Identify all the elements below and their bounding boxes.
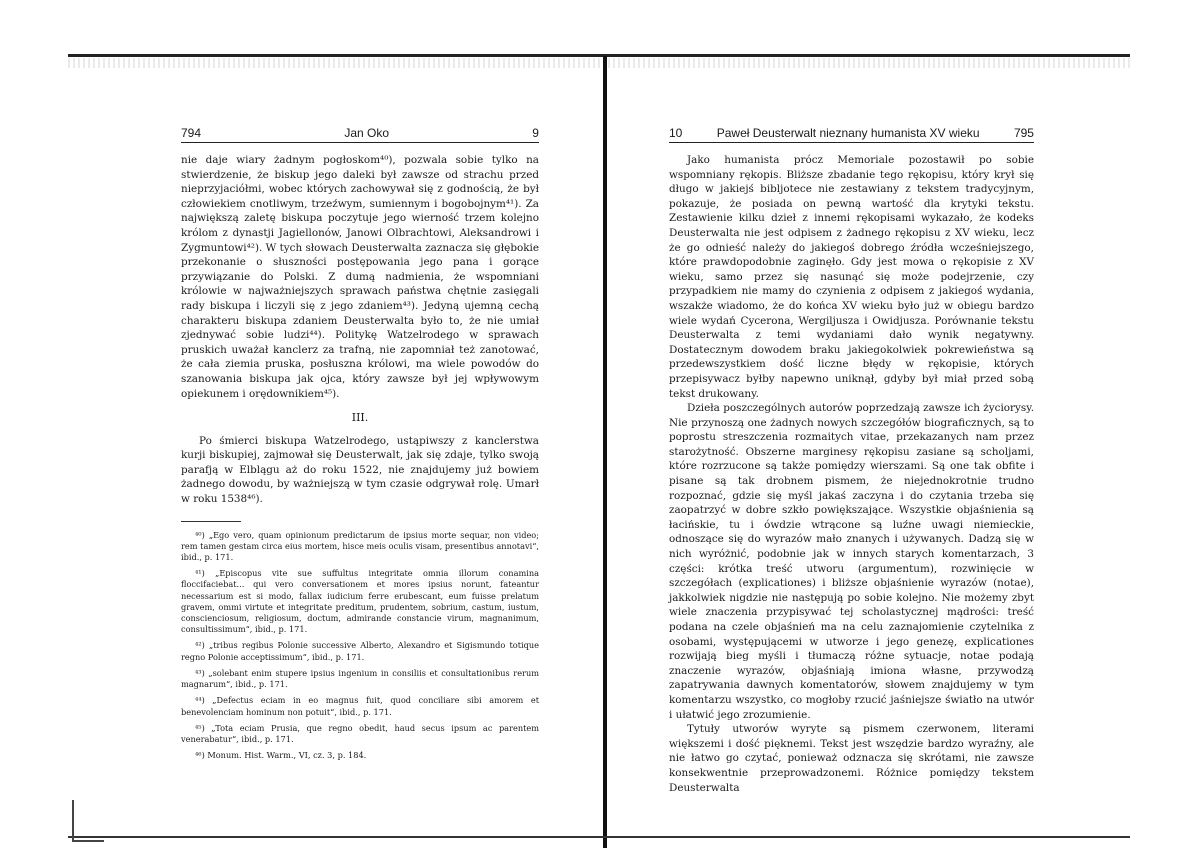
right-paragraph-2: Dzieła poszczególnych autorów poprzedzają zawsze ich życiorysy. Nie przynoszą one żadnych nowych szczegółów biograficznych, są to poprostu streszczenia rozmaitych vitae, przekazanych nam przez starożytność. Obszerne marginesy rękopisu zasiane są scholjami, które rozrzucone są także pomiędzy wierszami. Są one tak obfite i pisane są tak drobnem pismem, że niejednokrotnie trudno rozpoznać, gdzie się myśl jakaś zaczyna i do czytania trzeba się zaopatrzyć w dobre szkło powiększające. Wszystkie objaśnienia są łacińskie, tu i ówdzie wtrącone są luźne uwagi niemieckie, odnoszące się do wyrazów mało znanych i używanych. Dadzą się w nich wyróżnić, podobnie jak w innych starych komentarzach, 3 części: krótka treść utworu (argumentum), rozwinięcie w szczegółach (explicationes) i bliższe objaśnienie wyrazów (notae), jakkolwiek nigdzie nie następują po sobie kolejno. Nie możemy zbyt wiele znaczenia przypisywać tej scholastycznej mądrości: treść podana na czele objaśnień ma na celu zaznajomienie czytelnika z osobami, występującemi w utworze i jego genezę, explicationes rozwijają bieg myśli i tłumaczą różne sytuacje, notae podają znaczenie wyrazów, objaśniają imiona własne, przywodzą zapatrywania dawnych komentatorów, słowem znajdujemy w tym komentarzu wszystko, co mogłoby rzucić jaśniejsze światło na utwór i ułatwić jego zrozumienie. <box>669 402 1034 721</box>
right-paragraph-1: Jako humanista prócz Memoriale pozostawił po sobie wspomniany rękopis. Bliższe zbadanie tego rękopisu, który krył się długo w jakiejś bibljotece nie zestawiany z tekstem tradycyjnym, pokazuje, że posiada on pewną wartość dla krytyki tekstu. Zestawienie kilku dzieł z innemi rękopisami wykazało, że kodeks Deusterwalta nie jest odpisem z żadnego rękopisu z XV wieku, lecz że go odnieść należy do jakiegoś dobrego źródła wcześniejszego, które prawdopodobnie zaginęło. Gdy jest mowa o rękopisie z XV wieku, samo przez się nasunąć się może podejrzenie, czy przypadkiem nie mamy do czynienia z odpisem z jakiegoś wydania, wszakże wiadomo, że do końca XV wieku było już w obiegu bardzo wiele wydań Cycerona, Wergiljusza i Owidjusza. Porównanie tekstu Deusterwalta z temi wydaniami dało wynik negatywny. Dostatecznym dowodem braku jakiegokolwiek pokrewieństwa są przedewszystkiem dość liczne błędy w rękopisie, których przepisywacz byłby napewno uniknął, gdyby był miał przed sobą tekst drukowany. <box>669 154 1034 400</box>
right-body <box>669 153 1034 795</box>
footnote-42: ⁴²) „tribus regibus Polonie successive Alberto, Alexandro et Sigismundo totique regno Polonie acceptissimum“, ibid., p. 171. <box>181 640 539 662</box>
left-running-head <box>181 126 539 143</box>
footnotes <box>181 530 539 762</box>
left-header-title: Jan Oko <box>344 126 390 140</box>
left-body <box>181 153 539 507</box>
right-header-left: 10 <box>669 126 683 140</box>
left-page <box>181 126 539 766</box>
scan-corner-mark <box>72 800 104 842</box>
footnote-40: ⁴⁰) „Ego vero, quam opinionum predictarum de ipsius morte sequar, non video; rem tamen gestam circa eius mortem, hisce meis oculis visam, presentibus annotavi“, ibid., p. 171. <box>181 529 539 563</box>
right-running-head <box>669 126 1034 143</box>
scan-top-edge <box>68 54 1130 57</box>
footnote-41: ⁴¹) „Episcopus vite sue suffultus integritate omnia illorum conamina floccifaciebat... qui vero conversationem et mores ipsius norunt, fateantur necessarium est si modo, fallax iudicium ferre erubescant, eum fuisse prelatum gravem, ommi virtute et integritate preditum, prudentem, sobrium, castum, iustum, conscienciosum, religiosum, doctum, admirande constancie virum, magnanimum, consultissimum“, ibid., p. 171. <box>181 568 539 635</box>
footnote-46: ⁴⁶) Monum. Hist. Warm., VI, cz. 3, p. 184. <box>195 750 367 761</box>
left-page-number: 794 <box>181 126 202 140</box>
footnote-44: ⁴⁴) „Defectus eciam in eo magnus fuit, quod conciliare sibi amorem et benevolenciam hominum non potuit“, ibid., p. 171. <box>181 695 539 717</box>
left-header-right: 9 <box>532 126 539 140</box>
left-paragraph-2: Po śmierci biskupa Watzelrodego, ustąpiwszy z kanclerstwa kurji biskupiej, zajmował się Deusterwalt, jak się zdaje, tylko swoją parafją w Elblągu aż do roku 1522, nie znajdujemy już bowiem żadnego dowodu, by ważniejszą w tym czasie odgrywał rolę. Umarł w roku 1538⁴⁶). <box>181 434 539 506</box>
right-page-number: 795 <box>1013 126 1034 140</box>
right-paragraph-3: Tytuły utworów wyryte są pismem czerwonem, literami większemi i dość pięknemi. Tekst jest wszędzie bardzo wyraźny, ale nie łatwo go czytać, ponieważ odznacza się skrótami, nie zawsze konsekwentnie przeprowadzonemi. Różnice pomiędzy tekstem Deusterwalta <box>669 723 1034 794</box>
section-heading: III. <box>351 411 369 425</box>
right-header-title: Paweł Deusterwalt nieznany humanista XV wieku <box>716 126 980 140</box>
footnote-45: ⁴⁵) „Tota eciam Prusia, que regno obedit, haud secus ipsum ac parentem venerabatur“, ibid., p. 171. <box>181 722 539 744</box>
right-page <box>669 126 1034 795</box>
scan-bottom-edge <box>68 836 1130 838</box>
footnote-43: ⁴³) „solebant enim stupere ipsius ingenium in consiliis et consultationibus rerum magnarum“, ibid., p. 171. <box>181 667 539 690</box>
book-spine <box>603 56 607 848</box>
left-paragraph-1: nie daje wiary żadnym pogłoskom⁴⁰), pozwala sobie tylko na stwierdzenie, że biskup jego daleki był zawsze od strachu przed nieprzyjaciółmi, wobec których zachowywał się z godnością, że był człowiekiem cnotliwym, trzeźwym, sumiennym i bogobojnym⁴¹). Za największą zaletę biskupa poczytuje jego wierność trzem kolejno królom z dynastji Jagiellonów, Janowi Olbrachtowi, Aleksandrowi i Zygmuntowi⁴²). W tych słowach Deusterwalta zaznacza się głębokie przekonanie o słuszności postępowania jego pana i gorące przywiązanie do Polski. Z dumą nadmienia, że wspomniani królowie w najważniejszych sprawach państwa chętnie zasięgali rady biskupa i liczyli się z jego zdaniem⁴³). Jedyną ujemną cechą charakteru biskupa zdaniem Deusterwalta było to, że nie umiał zjednywać sobie ludzi⁴⁴). Politykę Watzelrodego w sprawach pruskich uważał kanclerz za trafną, nie zapomniał też zanotować, że cała ziemia pruska, posłuszna królowi, ma wiele powodów do szanowania biskupa jak ojca, który zawsze był jej wpływowym opiekunem i orędownikiem⁴⁵). <box>181 154 539 400</box>
scan-noise <box>68 58 1130 68</box>
footnote-rule <box>181 521 241 522</box>
